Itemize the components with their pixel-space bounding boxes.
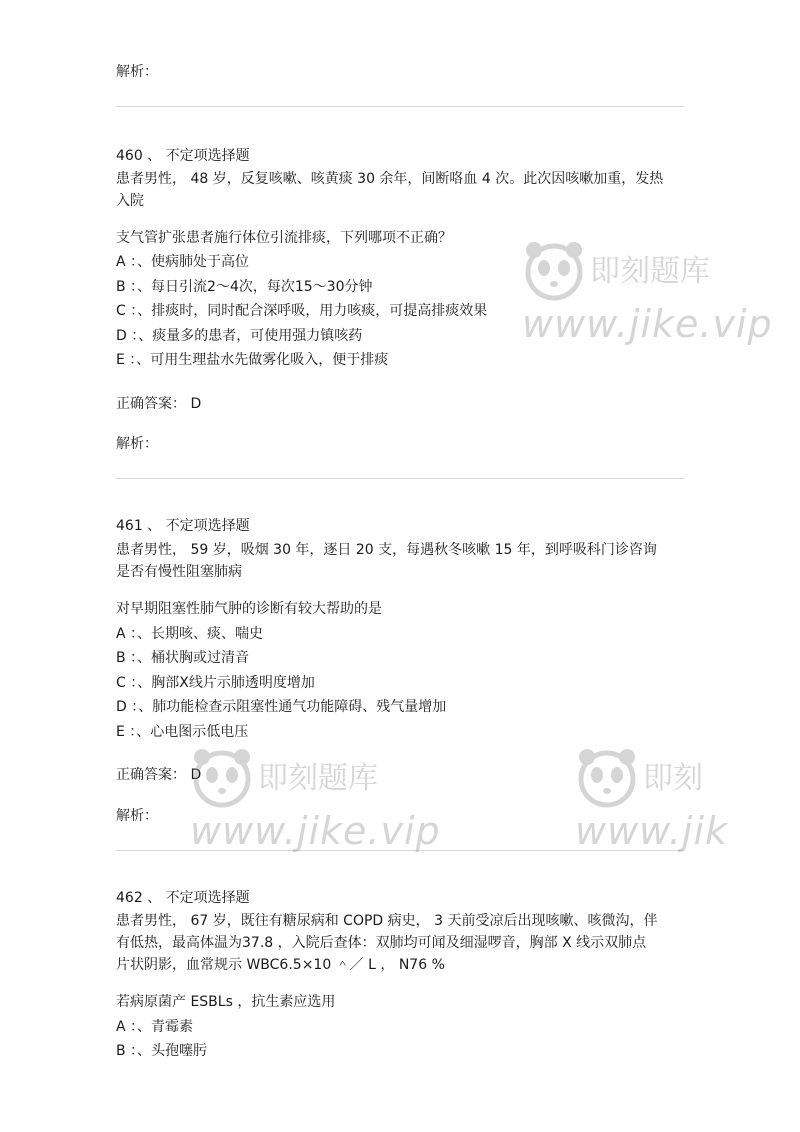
panda-logo-icon [575,745,639,809]
watermark [575,745,800,865]
question-462-stem-cont2: 片状阴影，血常规示 WBC6.5×10 ＾／ L ， N76 % [116,957,445,973]
question-461-stem: 患者男性， 59 岁，吸烟 30 年，逐日 20 支，每遇秋冬咳嗽 15 年，到呼吸科门诊咨询 [116,542,657,558]
option-b: B ：、每日引流2～4次，每次15～30分钟 [116,279,373,295]
option-d: D ：、肺功能检查示阻塞性通气功能障碍、残气量增加 [116,699,447,715]
correct-answer: 正确答案： D [116,767,202,783]
option-a: A ：、使病肺处于高位 [116,254,250,270]
question-460-stem-cont: 入院 [116,193,144,209]
question-461-header: 461 、 不定项选择题 [116,518,250,534]
question-462-stem-cont: 有低热，最高体温为37.8 ，入院后查体：双肺均可闻及细湿啰音，胸部 X 线示双肺点 [116,935,647,951]
question-461-prompt: 对早期阻塞性肺气肿的诊断有较大帮助的是 [116,601,382,617]
watermark-brand: 即刻题库 [258,761,378,796]
watermark-url: www.jike.vip [190,809,441,853]
question-460-prompt: 支气管扩张患者施行体位引流排痰，下列哪项不正确？ [116,230,452,246]
option-e: E ：、心电图示低电压 [116,724,249,740]
watermark-url-partial: www.jik [575,809,729,853]
divider [116,106,684,107]
correct-answer: 正确答案： D [116,396,202,412]
watermark-partial [575,238,800,358]
watermark-brand-partial: 即刻 [643,761,703,796]
question-460-header: 460 、 不定项选择题 [116,148,250,164]
option-e: E ：、可用生理盐水先做雾化吸入，便于排痰 [116,352,389,368]
watermark-url: www.jike.vip [522,302,773,346]
question-460-stem: 患者男性， 48 岁，反复咳嗽、咳黄痰 30 余年，间断咯血 4 次。此次因咳嗽加重，发热 [116,171,664,187]
question-462-stem: 患者男性， 67 岁，既往有糖尿病和 COPD 病史， 3 天前受凉后出现咳嗽、咳微沟，伴 [116,913,658,929]
option-a: A ：、青霉素 [116,1019,194,1035]
option-c: C ：、胸部X线片示肺透明度增加 [116,675,315,691]
option-d: D ：、痰量多的患者，可使用强力镇咳药 [116,328,363,344]
analysis-label: 解析： [116,64,158,80]
option-b: B ：、桶状胸或过清音 [116,650,250,666]
watermark [522,238,800,358]
question-462-prompt: 若病原菌产 ESBLs ，抗生素应选用 [116,994,336,1010]
analysis-label: 解析： [116,436,158,452]
divider [116,850,684,851]
option-c: C ：、排痰时，同时配合深呼吸，用力咳痰，可提高排痰效果 [116,303,488,319]
analysis-label: 解析： [116,808,158,824]
watermark [190,745,468,865]
question-462-header: 462 、 不定项选择题 [116,890,250,906]
option-a: A ：、长期咳、痰、喘史 [116,626,264,642]
option-b: B ：、头孢噻肟 [116,1043,208,1059]
watermark-brand: 即刻题库 [590,254,710,289]
question-461-stem-cont: 是否有慢性阻塞肺病 [116,564,242,580]
panda-logo-icon [522,238,586,302]
divider [116,478,684,479]
